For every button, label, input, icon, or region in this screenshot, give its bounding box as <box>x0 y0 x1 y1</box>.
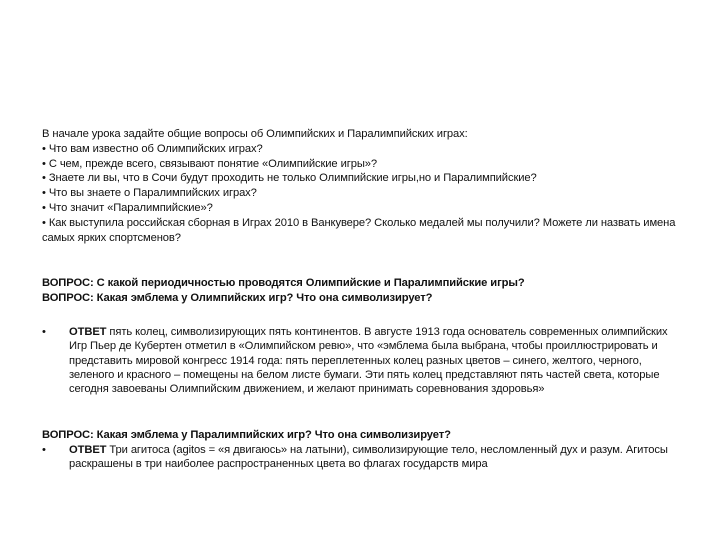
question-olympic-emblem: ВОПРОС: Какая эмблема у Олимпийских игр? Что она символизирует? <box>42 291 433 304</box>
answer-body: Три агитоса (agitos = «я двигаюсь» на латыни), символизирующие тело, несломленный дух и разум. Агитосы раскрашены в три наиболее распространенных цвета во флагах государств мира <box>69 443 668 471</box>
intro-item: • Что значит «Паралимпийские»? <box>42 201 213 214</box>
olympic-answer-text <box>69 325 682 396</box>
paralympic-section <box>42 428 682 472</box>
answer-label: ОТВЕТ <box>69 326 107 338</box>
olympic-answer <box>42 325 682 396</box>
intro-item: • Что вам известно об Олимпийских играх? <box>42 142 263 155</box>
paralympic-answer-row <box>42 443 682 472</box>
intro-item: • Что вы знаете о Паралимпийских играх? <box>42 187 257 200</box>
question-paralympic-emblem: ВОПРОС: Какая эмблема у Паралимпийских игр? Что она символизирует? <box>42 429 451 441</box>
intro-item: • Знаете ли вы, что в Сочи будут проходить не только Олимпийские игры,но и Паралимпийские? <box>42 172 537 185</box>
answer-label: ОТВЕТ <box>69 443 107 456</box>
intro-heading: В начале урока задайте общие вопросы об Олимпийских и Паралимпийских играх: <box>42 128 468 140</box>
paralympic-answer-text <box>69 443 682 472</box>
intro-item: • Как выступила российская сборная в Играх 2010 в Ванкувере? Сколько медалей мы получили? Можете ли назвать имена самых ярких спортсменов? <box>42 216 676 244</box>
questions-section <box>42 276 682 306</box>
question-periodicity: ВОПРОС: С какой периодичностью проводятся Олимпийские и Паралимпийские игры? <box>42 277 525 289</box>
intro-item: • С чем, прежде всего, связывают понятие «Олимпийские игры»? <box>42 157 377 170</box>
bullet: • <box>42 443 46 456</box>
olympic-answer-row <box>42 325 682 396</box>
bullet: • <box>42 326 46 338</box>
intro-section <box>42 127 682 245</box>
answer-body: пять колец, символизирующих пять континентов. В августе 1913 года основатель современных олимпийских Игр Пьер де Кубертен отметил в «Олимпийском ревю», что «эмблема была выбрана, чтобы проиллюстрировать и представить мировой конгресс 1914 года: пять переплетенных колец разных цветов – синего, желтого, черного, зеленого и красного – помещены на белом листе бумаги. Эти пять колец представляют пять частей света, которые сегодня завоеваны Олимпийским движением, и желают принимать соревнования здоровья» <box>69 326 668 396</box>
